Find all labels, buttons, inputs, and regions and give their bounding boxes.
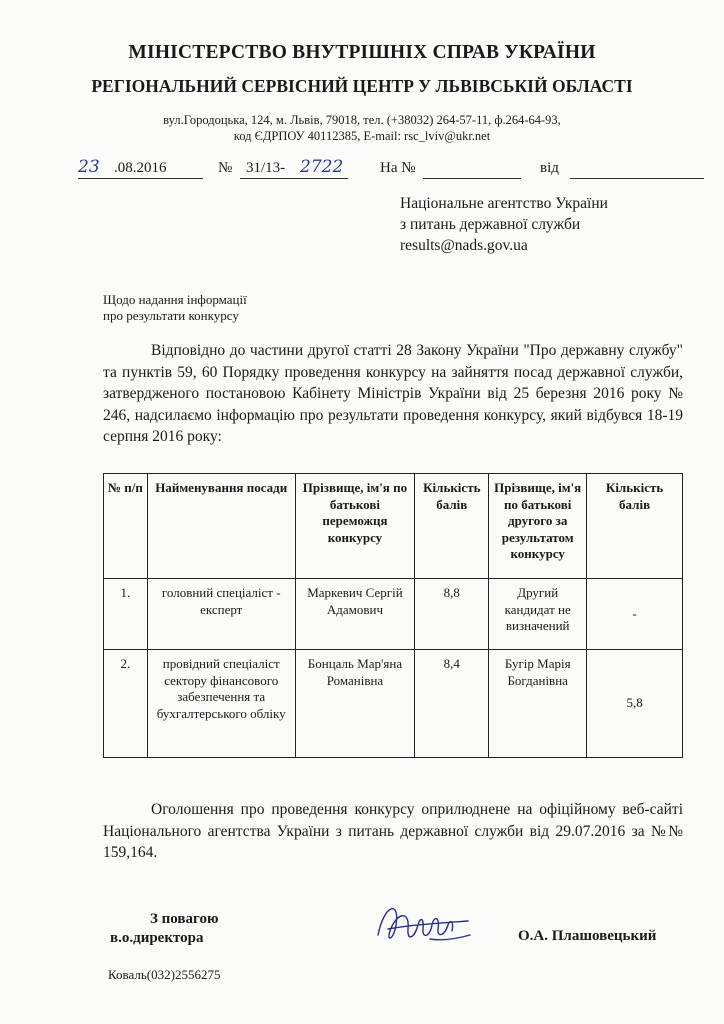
address-line-2: код ЄДРПОУ 40112385, E-mail: rsc_lviv@ukr.net xyxy=(233,129,491,143)
recipient-block xyxy=(400,193,608,256)
row-winner-score: 8,4 xyxy=(415,650,489,758)
regards-text: З повагою xyxy=(150,911,219,927)
number-label: № xyxy=(218,160,233,176)
header-position: Найменування посади xyxy=(147,474,295,579)
reply-label: На № xyxy=(380,160,416,176)
signature-icon xyxy=(370,895,480,955)
outgoing-number-suffix: 2722 xyxy=(300,157,344,177)
from-underline xyxy=(570,160,704,179)
header-winner-score: Кількість балів xyxy=(415,474,489,579)
header-second-score: Кількість балів xyxy=(587,474,683,579)
reference-line xyxy=(78,157,718,182)
address-line-1: вул.Городоцька, 124, м. Львів, 79018, тел. (+38032) 264-57-11, ф.264-64-93, xyxy=(163,113,561,127)
row-position: провідний спеціаліст сектору фінансового забезпечення та бухгалтерського обліку xyxy=(147,650,295,758)
from-label: від xyxy=(540,160,559,176)
row-winner: Бонцаль Мар'яна Романівна xyxy=(295,650,415,758)
table-row xyxy=(104,579,683,650)
date-underline xyxy=(78,160,203,179)
contact-info: Коваль(032)2556275 xyxy=(108,967,221,982)
table-header-row xyxy=(104,474,683,579)
row-second-score: 5,8 xyxy=(587,650,683,758)
subject-block xyxy=(103,292,247,324)
table-row xyxy=(104,650,683,758)
date-day: 23 xyxy=(78,157,100,177)
header-second: Прізвище, ім'я по батькові другого за результатом конкурсу xyxy=(489,474,587,579)
row-second-score: - xyxy=(587,579,683,650)
regards-block xyxy=(110,910,218,948)
row-second: Бугір Марія Богданівна xyxy=(489,650,587,758)
row-number: 1. xyxy=(104,579,148,650)
recipient-email: results@nads.gov.ua xyxy=(400,237,528,254)
ministry-title: МІНІСТЕРСТВО ВНУТРІШНІХ СПРАВ УКРАЇНИ xyxy=(128,42,596,63)
center-title: РЕГІОНАЛЬНИЙ СЕРВІСНИЙ ЦЕНТР У ЛЬВІВСЬКІЙ ОБЛАСТІ xyxy=(91,76,633,96)
row-winner: Маркевич Сергій Адамович xyxy=(295,579,415,650)
signer-name: О.А. Плашовецький xyxy=(518,928,657,944)
header-number: № п/п xyxy=(104,474,148,579)
number-underline xyxy=(240,160,348,179)
address-block xyxy=(0,112,724,144)
outgoing-number-prefix: 31/13- xyxy=(246,160,286,176)
recipient-line-2: з питань державної служби xyxy=(400,216,581,233)
row-second: Другий кандидат не визначений xyxy=(489,579,587,650)
subject-line-1: Щодо надання інформації xyxy=(103,292,247,307)
intro-paragraph: Відповідно до частини другої статті 28 Закону України "Про державну службу" та пунктів 59, 60 Порядку проведення конкурсу на зайняття посад державної служби, затвердженого постановою Кабінету Міністрів України від 25 березня 2016 року № 246, надсилаємо інформацію про результати проведення конкурсу, який відбувся 18-19 серпня 2016 року: xyxy=(103,342,683,445)
signer-position: в.о.директора xyxy=(110,930,204,946)
subject-line-2: про результати конкурсу xyxy=(103,308,239,323)
reply-underline xyxy=(423,160,521,179)
announcement-paragraph: Оголошення про проведення конкурсу оприлюднене на офіційному веб-сайті Національного агентства України з питань державної служби від 29.07.2016 за №№ 159,164. xyxy=(103,801,683,861)
recipient-line-1: Національне агентство України xyxy=(400,195,608,212)
row-winner-score: 8,8 xyxy=(415,579,489,650)
header-winner: Прізвище, ім'я по батькові переможця конкурсу xyxy=(295,474,415,579)
row-position: головний спеціаліст - експерт xyxy=(147,579,295,650)
row-number: 2. xyxy=(104,650,148,758)
results-table xyxy=(103,473,683,758)
date-month-year: .08.2016 xyxy=(114,160,167,176)
